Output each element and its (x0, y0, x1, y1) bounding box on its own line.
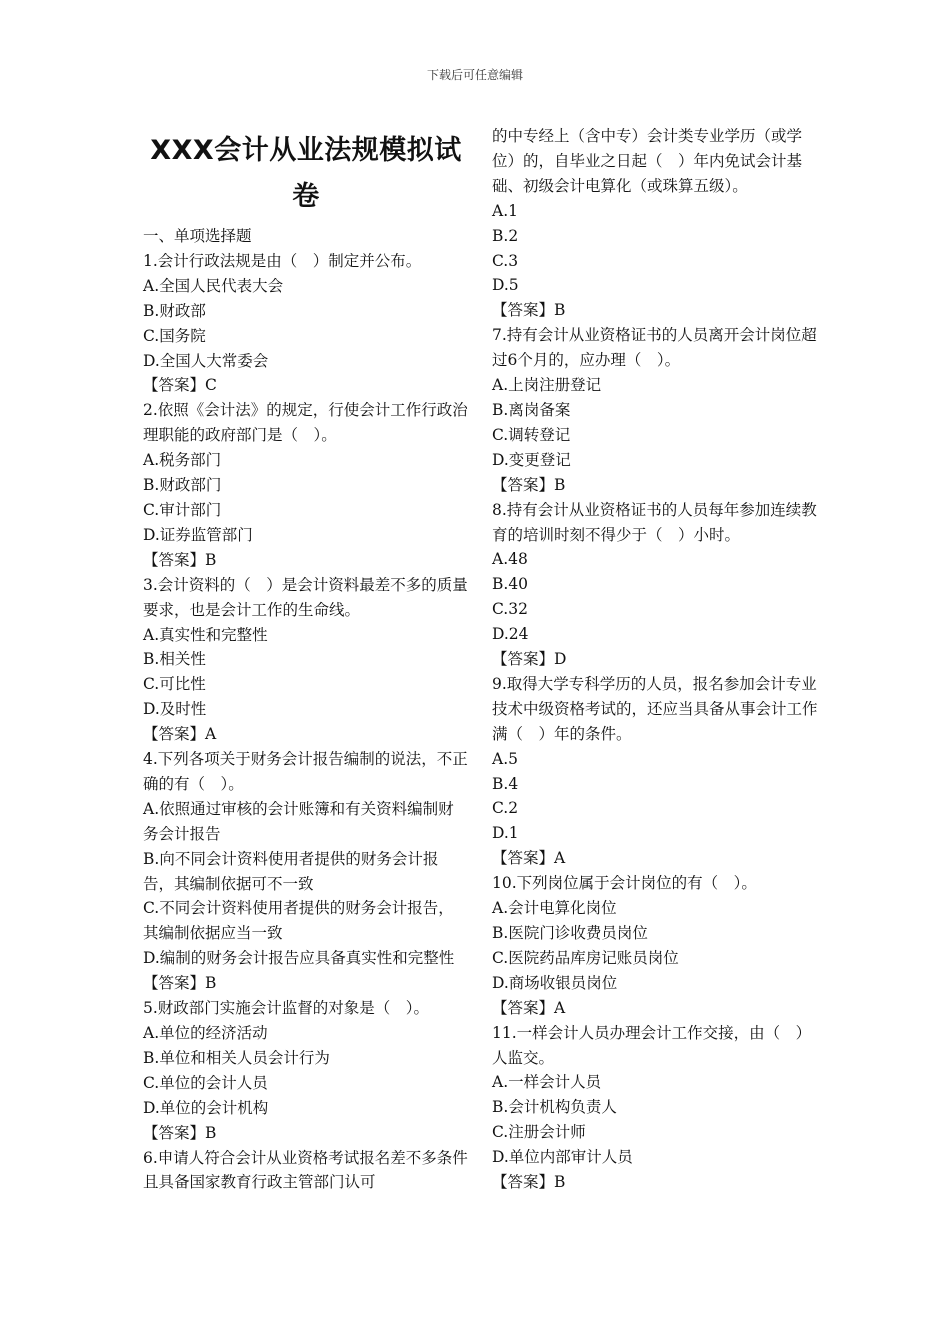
left-column (143, 128, 469, 1195)
answer-key: 【答案】B (143, 550, 217, 569)
answer-option: C.可比性 (143, 675, 206, 694)
question-stem: 5.财政部门实施会计监督的对象是（ ）。 (143, 999, 430, 1018)
question-stem: 4.下列各项关于财务会计报告编制的说法，不正确的有（ ）。 (143, 750, 468, 793)
answer-option: D.及时性 (143, 700, 207, 719)
question-stem: 3.会计资料的（ ）是会计资料最差不多的质量要求，也是会计工作的生命线。 (143, 575, 468, 619)
answer-option: A.单位的经济活动 (143, 1024, 268, 1042)
answer-option: A.全国人民代表大会 (143, 276, 284, 295)
answer-option: D.5 (492, 276, 519, 295)
answer-key: 【答案】C (143, 376, 217, 395)
answer-key: 【答案】B (492, 301, 566, 320)
answer-option: B.单位和相关人员会计行为 (143, 1048, 330, 1067)
answer-option: D.单位的会计机构 (143, 1098, 269, 1117)
answer-option: B.相关性 (143, 650, 206, 669)
answer-key: 【答案】A (143, 725, 217, 744)
answer-key: 【答案】D (492, 650, 567, 669)
section-heading: 一、单项选择题 (143, 227, 252, 245)
answer-option: D.1 (492, 824, 519, 843)
answer-option: C.32 (492, 600, 528, 619)
question-9 (492, 672, 818, 871)
answer-option: B.4 (492, 774, 519, 793)
answer-option: C.审计部门 (143, 500, 222, 519)
question-stem: 1.会计行政法规是由（ ）制定并公布。 (143, 251, 422, 270)
question-10 (492, 871, 818, 1020)
answer-option: A.5 (492, 749, 518, 768)
question-5 (143, 996, 469, 1145)
question-stem: 7.持有会计从业资格证书的人员离开会计岗位超过6个月的，应办理（ ）。 (492, 326, 817, 370)
answer-key: 【答案】B (492, 1173, 566, 1192)
question-8 (492, 498, 818, 672)
left-question-list (143, 249, 469, 1146)
answer-option: A.依照通过审核的会计账簿和有关资料编制财务会计报告 (143, 799, 454, 843)
answer-option: B.财政部门 (143, 476, 222, 495)
question-11 (492, 1021, 818, 1195)
question-stem: 10.下列岗位属于会计岗位的有（ ）。 (492, 874, 757, 893)
answer-option: A.税务部门 (143, 451, 222, 470)
answer-option: B.40 (492, 575, 529, 594)
answer-option: A.上岗注册登记 (492, 376, 602, 395)
answer-option: A.会计电算化岗位 (492, 899, 617, 918)
answer-option: C.单位的会计人员 (143, 1073, 268, 1092)
answer-key: 【答案】A (492, 998, 566, 1017)
answer-option: C.医院药品库房记账员岗位 (492, 948, 679, 967)
answer-option: C.3 (492, 251, 519, 270)
question-6-stem-part1: 6.申请人符合会计从业资格考试报名差不多条件且具备国家教育行政主管部门认可 (143, 1148, 468, 1192)
question-2 (143, 398, 469, 572)
question-6-options (492, 199, 818, 324)
answer-key: 【答案】B (143, 1123, 217, 1142)
question-stem: 8.持有会计从业资格证书的人员每年参加连续教育的培训时刻不得少于（ ）小时。 (492, 500, 817, 544)
question-stem: 11.一样会计人员办理会计工作交接，由（ ）人监交。 (492, 1023, 812, 1067)
question-1 (143, 249, 469, 398)
answer-option: B.财政部 (143, 301, 206, 320)
answer-option: C.注册会计师 (492, 1123, 586, 1142)
answer-option: D.24 (492, 625, 529, 644)
answer-option: C.不同会计资料使用者提供的财务会计报告，其编制依据应当一致 (143, 899, 454, 943)
question-stem: 2.依照《会计法》的规定，行使会计工作行政治理职能的政府部门是（ ）。 (143, 401, 468, 445)
answer-option: D.编制的财务会计报告应具备真实性和完整性 (143, 949, 455, 968)
answer-option: D.商场收银员岗位 (492, 973, 618, 992)
question-stem: 9.取得大学专科学历的人员，报名参加会计专业技术中级资格考试的，还应当具备从事会计工作满（ ）年的条件。 (492, 674, 818, 743)
answer-option: B.医院门诊收费员岗位 (492, 924, 648, 942)
answer-option: A.真实性和完整性 (143, 625, 268, 644)
answer-option: D.单位内部审计人员 (492, 1148, 633, 1167)
question-6-stem-part2: 的中专经上（含中专）会计类专业学历（或学位）的，自毕业之日起（ ）年内免试会计基础、初级会计电算化（或珠算五级）。 (492, 127, 803, 195)
answer-option: A.一样会计人员 (492, 1073, 602, 1092)
answer-option: C.国务院 (143, 326, 206, 345)
answer-option: D.变更登记 (492, 450, 571, 469)
answer-key: 【答案】B (492, 475, 566, 494)
answer-option: C.2 (492, 799, 519, 818)
answer-option: B.向不同会计资料使用者提供的财务会计报告，其编制依据可不一致 (143, 849, 439, 893)
answer-option: D.证券监管部门 (143, 525, 253, 544)
question-4 (143, 747, 469, 996)
document-title: XXX会计从业法规模拟试卷 (150, 135, 462, 212)
right-column (492, 124, 818, 1195)
question-3 (143, 573, 469, 747)
right-question-list (492, 323, 818, 1195)
page-header: 下载后可任意编辑 (426, 68, 523, 82)
answer-option: B.2 (492, 226, 519, 245)
question-7 (492, 323, 818, 497)
answer-option: B.离岗备案 (492, 400, 571, 419)
answer-key: 【答案】B (143, 974, 217, 993)
answer-option: A.48 (492, 550, 528, 569)
answer-option: B.会计机构负责人 (492, 1098, 617, 1117)
answer-option: A.1 (492, 201, 518, 220)
answer-key: 【答案】A (492, 849, 566, 868)
answer-option: D.全国人大常委会 (143, 351, 269, 370)
answer-option: C.调转登记 (492, 425, 571, 444)
question-6 (492, 199, 818, 324)
